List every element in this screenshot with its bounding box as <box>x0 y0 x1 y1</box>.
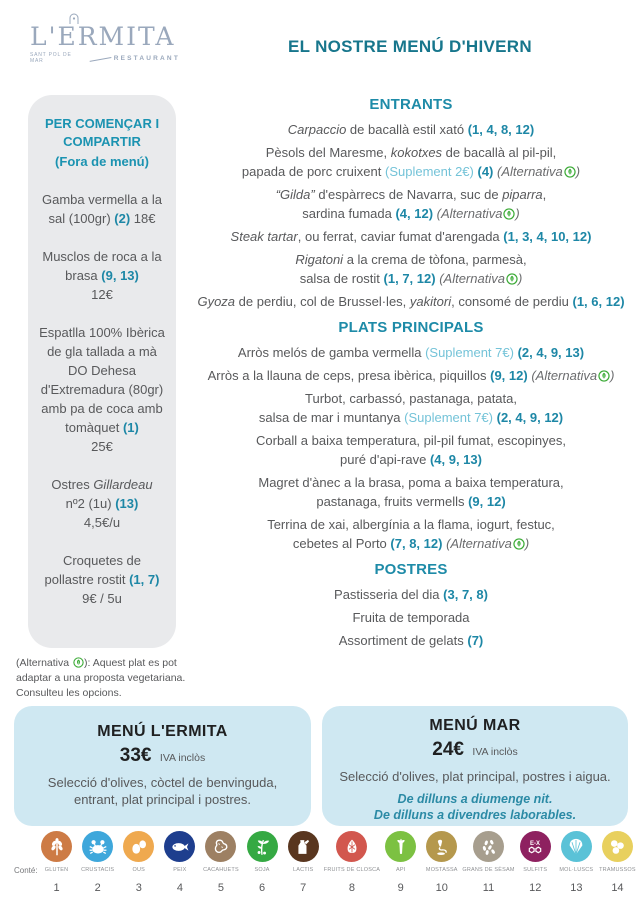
allergen-item <box>200 831 241 894</box>
sidebar-dish <box>38 551 166 608</box>
text-segment: Steak tartar <box>230 229 298 244</box>
eggs-icon <box>123 831 154 862</box>
text-segment: (13) <box>115 496 139 511</box>
allergen-item <box>283 831 324 894</box>
text-segment: (Alternativa <box>531 368 598 383</box>
lupin-icon <box>602 831 633 862</box>
dish <box>186 143 636 181</box>
text-segment: Corball a baixa temperatura, pil-pil fumat, escopinyes, <box>256 433 566 448</box>
chapel-icon <box>68 13 80 25</box>
allergen-number: 8 <box>348 882 356 894</box>
menu-ermita-price: 33€ <box>119 745 152 766</box>
fish-icon <box>164 831 195 862</box>
text-segment: (1, 7) <box>129 572 160 587</box>
text-segment: (2) <box>114 211 131 226</box>
text-segment: salsa de rostit <box>299 271 384 286</box>
allergen-item <box>380 831 421 894</box>
dish <box>186 473 636 511</box>
soy-icon <box>247 831 278 862</box>
sulfite-icon <box>520 831 551 862</box>
allergen-name: LACTIS <box>292 867 314 873</box>
text-segment: Assortiment de gelats <box>338 633 468 648</box>
text-segment: (1) <box>122 420 139 435</box>
allergen-name: CRUSTACIS <box>81 867 115 873</box>
brand-location: SANT POL DE MAR <box>30 52 72 64</box>
text-segment: 12€ <box>91 287 113 302</box>
text-segment: puré d'api-rave <box>340 452 430 467</box>
crab-icon <box>82 831 113 862</box>
allergen-item <box>421 831 462 894</box>
allergen-item <box>556 831 597 894</box>
text-segment: cebetes al Porto <box>292 536 391 551</box>
milk-icon <box>288 831 319 862</box>
allergen-number: 3 <box>135 882 142 894</box>
brand-name: L'ERMITA <box>30 22 176 51</box>
text-segment: (2, 4, 9, 13) <box>517 345 585 360</box>
section-title: POSTRES <box>374 561 448 578</box>
text-segment: de perdiu, col de Brussel·les, <box>235 294 410 309</box>
text-segment: Fruita de temporada <box>352 610 470 625</box>
dish <box>186 185 636 223</box>
dish <box>186 585 636 604</box>
text-segment: 4,5€/u <box>83 515 121 530</box>
sidebar-dish <box>38 247 166 304</box>
allergen-item <box>515 831 556 894</box>
dish <box>186 431 636 469</box>
dish <box>186 515 636 553</box>
allergen-item <box>462 831 514 894</box>
mustard-icon <box>426 831 457 862</box>
menu-mar-schedule <box>322 791 628 823</box>
menu-mar-description: Selecció d'olives, plat principal, postres i aigua. <box>339 769 611 784</box>
vegetarian-icon <box>506 273 518 285</box>
text-segment: (4, 9, 13) <box>429 452 482 467</box>
allergen-item <box>77 831 118 894</box>
text-segment: ) <box>575 164 581 179</box>
menu-box-mar <box>322 706 628 826</box>
allergen-number: 2 <box>94 882 101 894</box>
shell-icon <box>561 831 592 862</box>
text-segment: Gillardeau <box>93 477 153 492</box>
text-segment: Rigatoni <box>295 252 344 267</box>
text-segment: a la crema de tòfona, parmesà, <box>343 252 527 267</box>
svg-text:E-X: E-X <box>530 840 541 847</box>
menu-section <box>186 319 636 553</box>
menu-ermita-description: Selecció d'olives, còctel de benvinguda, entrant, plat principal i postres. <box>47 775 278 807</box>
dish <box>186 120 636 139</box>
menu-box-ermita <box>14 706 311 826</box>
page-title: EL NOSTRE MENÚ D'HIVERN <box>288 37 532 56</box>
menu-mar-price: 24€ <box>432 739 464 760</box>
menu-mar-price-row <box>322 739 628 761</box>
allergen-name: PEIX <box>173 867 187 873</box>
text-segment: (9, 12) <box>490 368 528 383</box>
allergen-number: 10 <box>435 882 448 894</box>
text-segment: (3, 7, 8) <box>443 587 488 602</box>
allergen-item <box>118 831 159 894</box>
text-segment: (7) <box>467 633 484 648</box>
text-segment: ): Aquest plat es pot adaptar a una proposta vegetariana. Consulteu les opcions. <box>16 657 186 699</box>
text-segment: (Suplement 7€) <box>404 410 493 425</box>
menu-ermita-title: MENÚ L'ERMITA <box>97 723 228 740</box>
text-segment: ) <box>515 206 520 221</box>
text-segment: piparra <box>502 187 543 202</box>
allergen-number: 6 <box>259 882 266 894</box>
text-segment: sardina fumada <box>302 206 396 221</box>
text-segment: 18€ <box>130 211 156 226</box>
dish <box>186 250 636 288</box>
allergen-number: 1 <box>53 882 60 894</box>
text-segment: ) <box>610 368 615 383</box>
allergen-number: 7 <box>300 882 307 894</box>
text-segment: , <box>542 187 547 202</box>
allergen-name: CACAHUETS <box>203 867 239 873</box>
text-segment: Gamba vermella a la sal (100gr) <box>42 192 162 226</box>
text-segment: , consomé de perdiu <box>451 294 573 309</box>
allergen-legend <box>36 831 638 894</box>
allergen-item <box>597 831 638 894</box>
allergen-number: 13 <box>570 882 583 894</box>
vegetarian-footnote <box>16 656 198 701</box>
text-segment: (4, 12) <box>395 206 434 221</box>
allergen-contains-label: Conté: <box>14 866 38 875</box>
vegetarian-icon <box>73 657 84 668</box>
allergen-number: 12 <box>529 882 542 894</box>
allergen-item <box>36 831 77 894</box>
sidebar-title: PER COMENÇAR I COMPARTIR <box>44 116 160 149</box>
text-segment: nº2 (1u) <box>65 496 116 511</box>
allergen-name: GLUTEN <box>44 867 69 873</box>
allergen-item <box>242 831 283 894</box>
vegetarian-icon <box>564 166 576 178</box>
section-title: ENTRANTS <box>369 96 453 113</box>
text-segment: Arròs a la llauna de ceps, presa ibèrica, piquillos <box>207 368 491 383</box>
vegetarian-icon <box>503 208 515 220</box>
restaurant-logo <box>30 12 180 64</box>
text-segment: Espatlla 100% Ibèrica de gla tallada a mà DO Dehesa d'Extremadura (80gr) amb pa de coca amb tomàquet <box>39 325 165 435</box>
logo-swoosh-line <box>89 51 111 62</box>
menu-section <box>186 96 636 311</box>
menu-sections <box>186 96 636 654</box>
text-segment: Turbot, carbassó, pastanaga, patata, <box>305 391 517 406</box>
text-segment: yakitori <box>409 294 452 309</box>
text-segment: 9€ / 5u <box>82 591 122 606</box>
text-segment: (Alternativa <box>439 271 505 286</box>
text-segment: salsa de mar i muntanya <box>258 410 405 425</box>
menu-section <box>186 561 636 650</box>
allergen-name: MOSTASSA <box>425 867 458 873</box>
text-segment: (Suplement 7€) <box>425 345 514 360</box>
dish <box>186 227 636 246</box>
text-segment: Magret d'ànec a la brasa, poma a baixa temperatura, <box>258 475 564 490</box>
text-segment: pastanaga, fruits vermells <box>316 494 469 509</box>
text-segment: Pastisseria del dia <box>334 587 444 602</box>
text-segment: de bacallà estil xató <box>346 122 468 137</box>
sidebar-starters <box>28 95 176 648</box>
menu-mar-tax: IVA inclòs <box>472 746 518 758</box>
celery-icon <box>385 831 416 862</box>
text-segment: Terrina de xai, albergínia a la flama, iogurt, festuc, <box>267 517 555 532</box>
text-segment: ) <box>524 536 530 551</box>
dish <box>186 631 636 650</box>
dish <box>186 292 636 311</box>
allergen-name: MOL·LUSCS <box>559 867 594 873</box>
peanut-icon <box>205 831 236 862</box>
text-segment: Arròs melós de gamba vermella <box>237 345 426 360</box>
menu-mar-title: MENÚ MAR <box>429 717 521 734</box>
text-segment: (Suplement 2€) <box>384 164 474 179</box>
nut-icon <box>336 831 367 862</box>
allergen-name: TRAMUSSOS <box>599 867 636 873</box>
menu-ermita-price-row <box>14 745 311 767</box>
text-segment: (Alternativa <box>497 164 563 179</box>
text-segment: (2, 4, 9, 12) <box>496 410 564 425</box>
text-segment: Pèsols del Maresme, <box>265 145 391 160</box>
menu-mar-schedule-line2: De dilluns a divendres laborables. <box>373 808 577 822</box>
text-segment: Croquetes de pollastre rostit <box>44 553 142 587</box>
sidebar-dish <box>38 323 166 456</box>
text-segment: (1, 7, 12) <box>383 271 436 286</box>
text-segment: ) <box>517 271 523 286</box>
dish <box>186 608 636 627</box>
text-segment: (1, 4, 8, 12) <box>467 122 535 137</box>
menu-ermita-tax: IVA inclòs <box>159 752 206 764</box>
text-segment: 25€ <box>91 439 113 454</box>
text-segment: (4) <box>477 164 494 179</box>
text-segment: (9, 13) <box>101 268 139 283</box>
text-segment: papada de porc cruixent <box>241 164 385 179</box>
vegetarian-icon <box>598 370 610 382</box>
section-title: PLATS PRINCIPALS <box>338 319 484 336</box>
text-segment: , ou ferrat, caviar fumat d'arengada <box>297 229 504 244</box>
allergen-item <box>324 831 380 894</box>
sidebar-dish <box>38 475 166 532</box>
allergen-name: SULFITS <box>523 867 548 873</box>
sidebar-dish <box>38 190 166 228</box>
text-segment: (Alternativa <box>446 536 512 551</box>
text-segment: Carpaccio <box>287 122 347 137</box>
brand-subline <box>30 52 180 64</box>
allergen-item <box>159 831 200 894</box>
text-segment: (Alternativa <box>16 657 73 669</box>
dish <box>186 389 636 427</box>
allergen-name: FRUITS DE CLOSCA <box>323 867 381 873</box>
text-segment: (9, 12) <box>468 494 506 509</box>
allergen-number: 4 <box>176 882 183 894</box>
text-segment: Musclos de roca a la brasa <box>42 249 162 283</box>
brand-type: RESTAURANT <box>113 54 180 62</box>
text-segment: kokotxes <box>390 145 443 160</box>
text-segment: Ostres <box>51 477 94 492</box>
sidebar-items <box>38 190 166 608</box>
dish <box>186 366 636 385</box>
text-segment: (1, 3, 4, 10, 12) <box>503 229 592 244</box>
dish <box>186 343 636 362</box>
text-segment: de bacallà al pil-pil, <box>442 145 557 160</box>
allergen-number: 9 <box>397 882 404 894</box>
text-segment: d'espàrrecs de Navarra, suc de <box>314 187 503 202</box>
menu-mar-schedule-line1: De dilluns a diumenge nit. <box>397 792 553 806</box>
text-segment: Gyoza <box>197 294 236 309</box>
wheat-icon <box>41 831 72 862</box>
sesame-icon <box>473 831 504 862</box>
allergen-name: GRANS DE SÈSAM <box>462 867 515 873</box>
allergen-number: 5 <box>217 882 225 894</box>
vegetarian-icon <box>513 538 525 550</box>
sidebar-subtitle: (Fora de menú) <box>55 154 149 169</box>
allergen-name: OUS <box>132 867 146 873</box>
text-segment: “Gilda” <box>275 187 315 202</box>
text-segment: (1, 6, 12) <box>572 294 625 309</box>
text-segment: (7, 8, 12) <box>390 536 443 551</box>
allergen-name: SOJA <box>254 867 270 873</box>
allergen-name: API <box>395 867 406 873</box>
text-segment: (Alternativa <box>436 206 503 221</box>
allergen-number: 11 <box>482 882 495 894</box>
allergen-number: 14 <box>611 882 624 894</box>
